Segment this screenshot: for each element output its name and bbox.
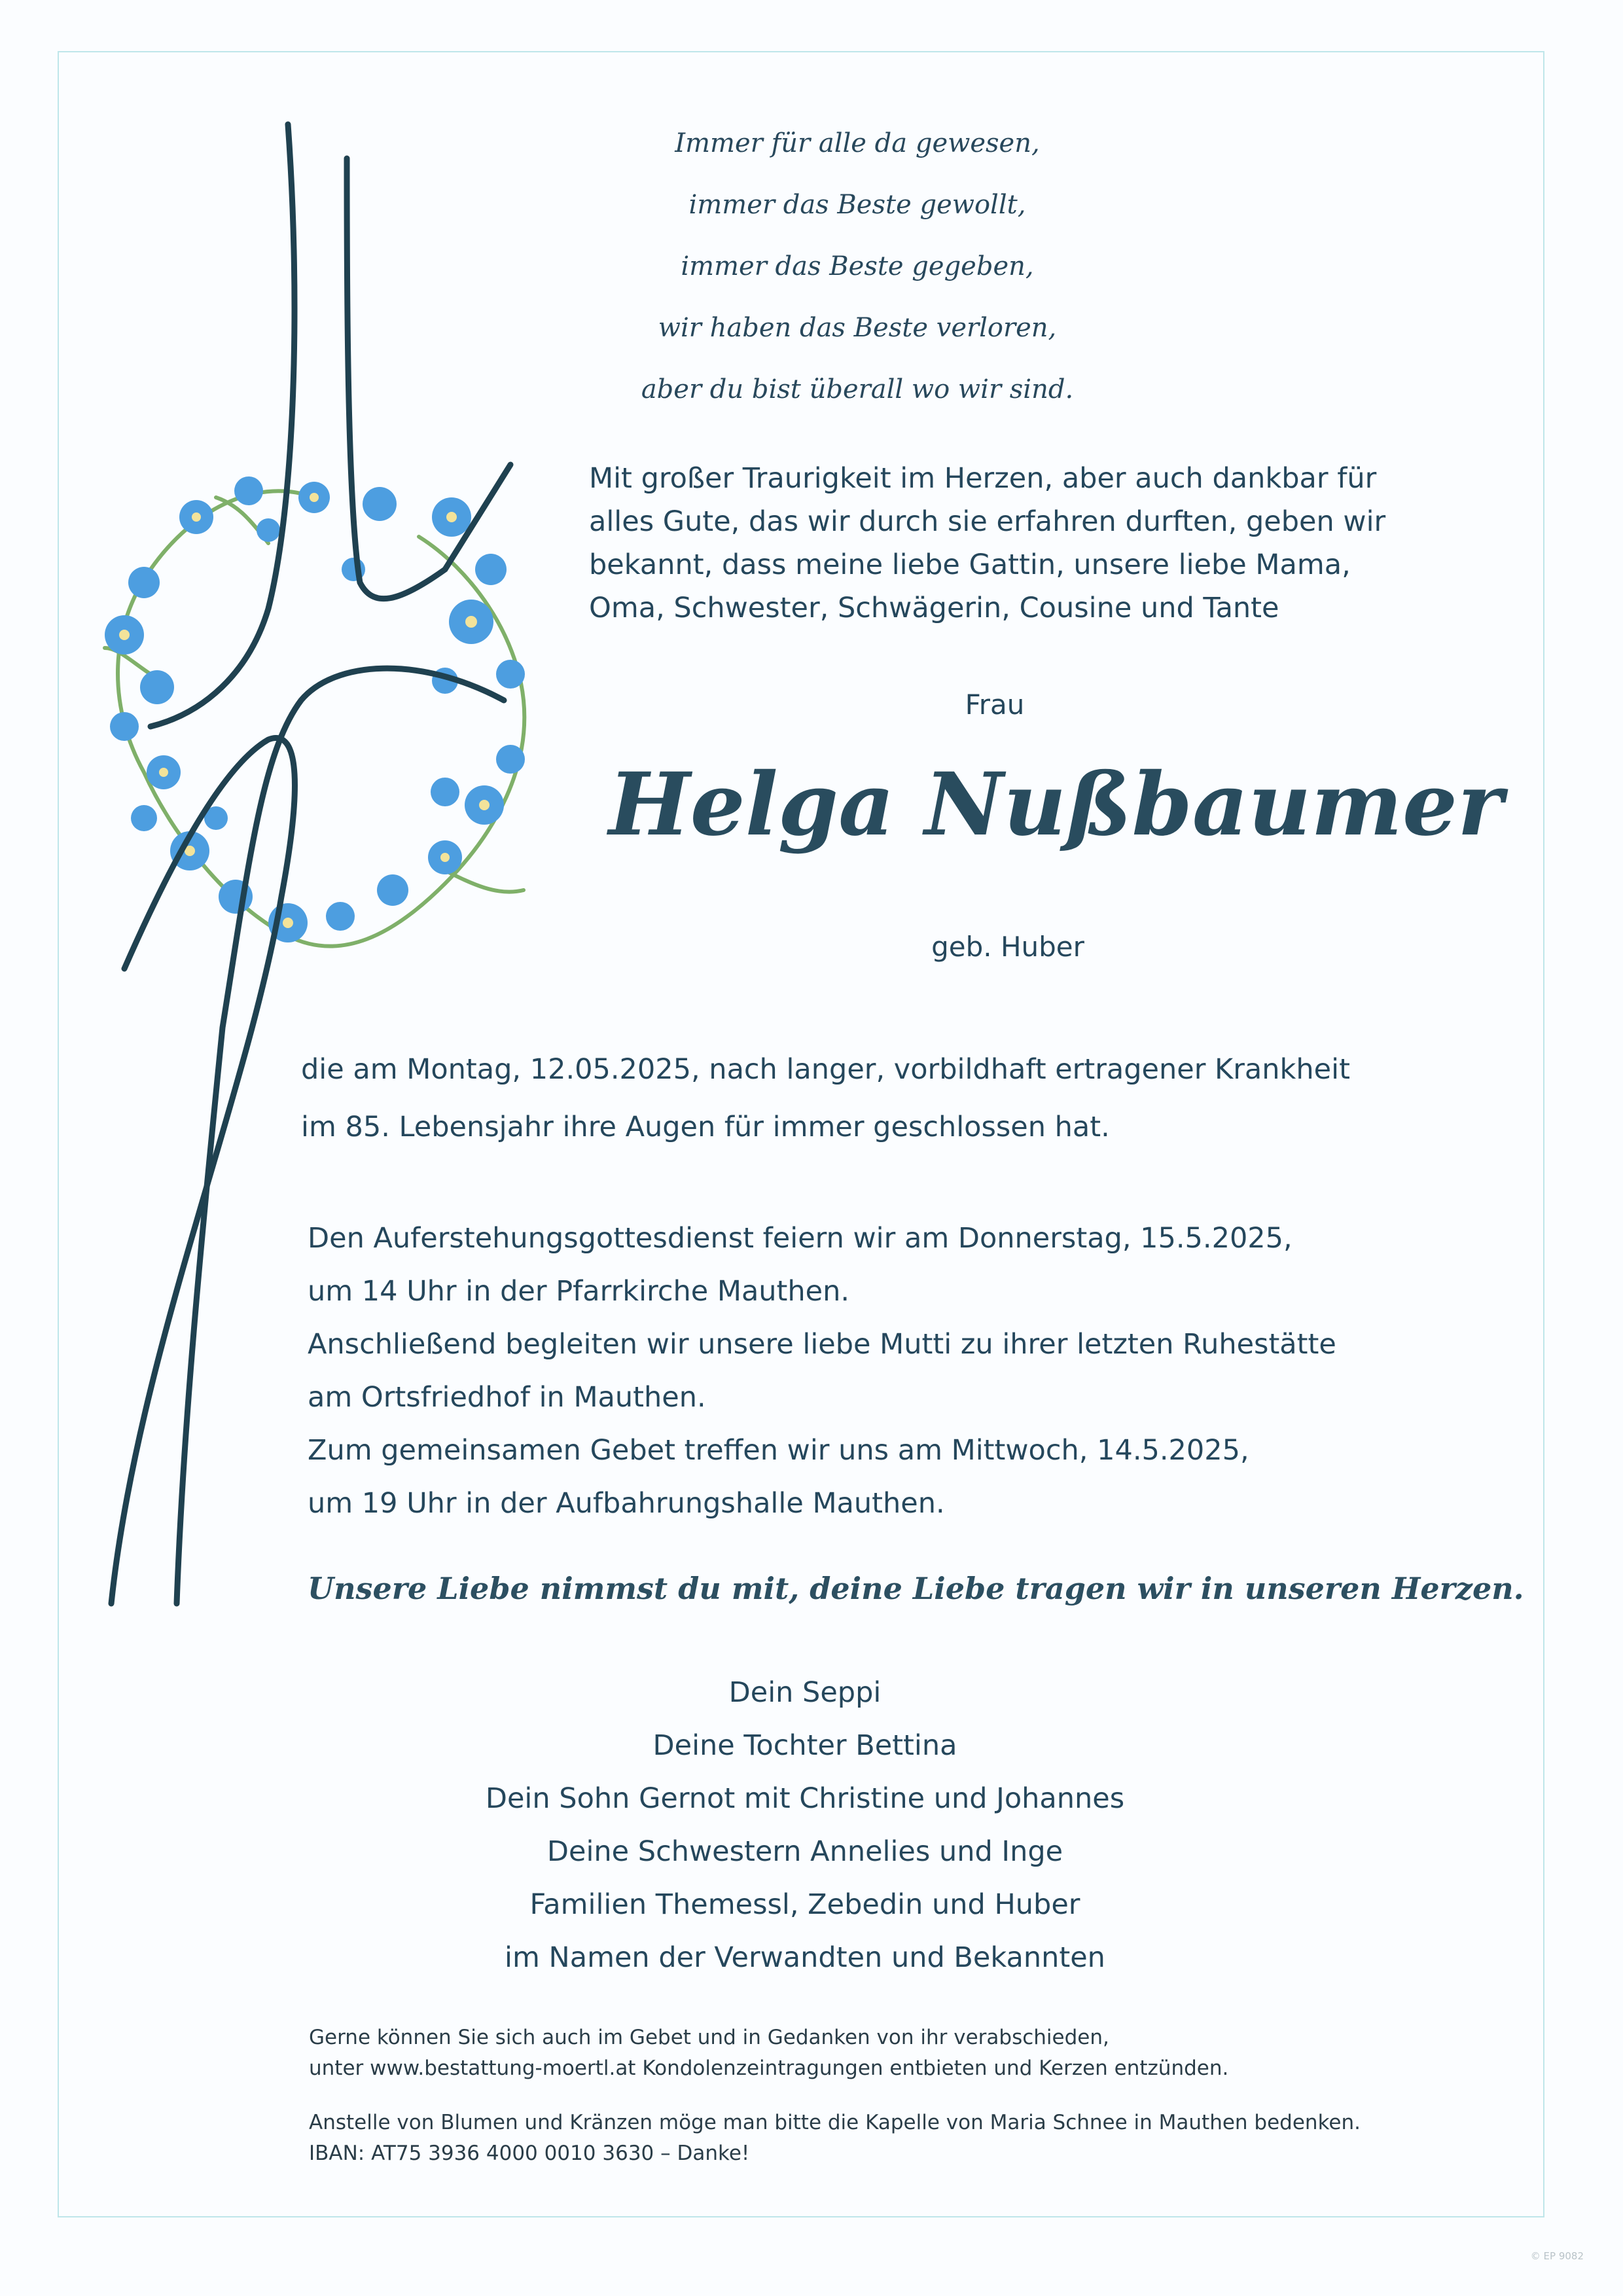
poem-line: immer das Beste gegeben, — [681, 251, 1034, 281]
donation-line: Anstelle von Blumen und Kränzen möge man bitte die Kapelle von Maria Schnee in Mauthen bedenken. — [309, 2111, 1361, 2134]
condolence-note — [309, 2022, 1421, 2084]
poem-line: wir haben das Beste verloren, — [658, 313, 1057, 343]
mourner: Dein Seppi — [728, 1676, 882, 1709]
poem-line: aber du bist überall wo wir sind. — [641, 374, 1074, 404]
service-line: Anschließend begleiten wir unsere liebe Mutti zu ihrer letzten Ruhestätte — [308, 1328, 1336, 1361]
intro-line: bekannt, dass meine liebe Gattin, unsere liebe Mama, — [589, 548, 1351, 581]
intro-text — [589, 457, 1386, 630]
mourner: Familien Themessl, Zebedin und Huber — [529, 1888, 1080, 1921]
mourners-list — [406, 1666, 1204, 1984]
intro-line: alles Gute, das wir durch sie erfahren durften, geben wir — [589, 505, 1386, 538]
poem — [589, 113, 1126, 420]
service-line: um 19 Uhr in der Aufbahrungshalle Mauthen. — [308, 1487, 945, 1520]
intro-line: Mit großer Traurigkeit im Herzen, aber auch dankbar für — [589, 462, 1377, 495]
mourner: Deine Schwestern Annelies und Inge — [546, 1835, 1063, 1868]
print-code: © EP 9082 — [1530, 2250, 1584, 2262]
death-notice-line: die am Montag, 12.05.2025, nach langer, vorbildhaft ertragener Krankheit — [301, 1053, 1350, 1086]
mourner: im Namen der Verwandten und Bekannten — [505, 1941, 1105, 1974]
death-notice — [301, 1041, 1350, 1156]
mourner: Dein Sohn Gernot mit Christine und Johannes — [485, 1782, 1125, 1815]
donation-line: IBAN: AT75 3936 4000 0010 3630 – Danke! — [309, 2142, 750, 2165]
death-notice-line: im 85. Lebensjahr ihre Augen für immer geschlossen hat. — [301, 1111, 1110, 1143]
poem-line: immer das Beste gewollt, — [688, 190, 1026, 220]
maiden-name: geb. Huber — [931, 931, 1084, 963]
mourner: Deine Tochter Bettina — [652, 1729, 957, 1762]
donation-note — [309, 2108, 1421, 2169]
salutation: Frau — [965, 689, 1025, 721]
service-line: Den Auferstehungsgottesdienst feiern wir am Donnerstag, 15.5.2025, — [308, 1222, 1293, 1255]
intro-line: Oma, Schwester, Schwägerin, Cousine und Tante — [589, 592, 1279, 624]
condolence-line: unter www.bestattung-moertl.at Kondolenzeintragungen entbieten und Kerzen entzünden. — [309, 2056, 1229, 2080]
motto: Unsere Liebe nimmst du mit, deine Liebe tragen wir in unseren Herzen. — [308, 1571, 1524, 1606]
service-line: Zum gemeinsamen Gebet treffen wir uns am Mittwoch, 14.5.2025, — [308, 1434, 1249, 1467]
condolence-line: Gerne können Sie sich auch im Gebet und in Gedanken von ihr verabschieden, — [309, 2026, 1109, 2049]
service-details — [308, 1212, 1381, 1530]
service-line: am Ortsfriedhof in Mauthen. — [308, 1381, 706, 1414]
poem-line: Immer für alle da gewesen, — [675, 128, 1040, 158]
deceased-name: Helga Nußbaumer — [609, 754, 1503, 855]
service-line: um 14 Uhr in der Pfarrkirche Mauthen. — [308, 1275, 850, 1308]
